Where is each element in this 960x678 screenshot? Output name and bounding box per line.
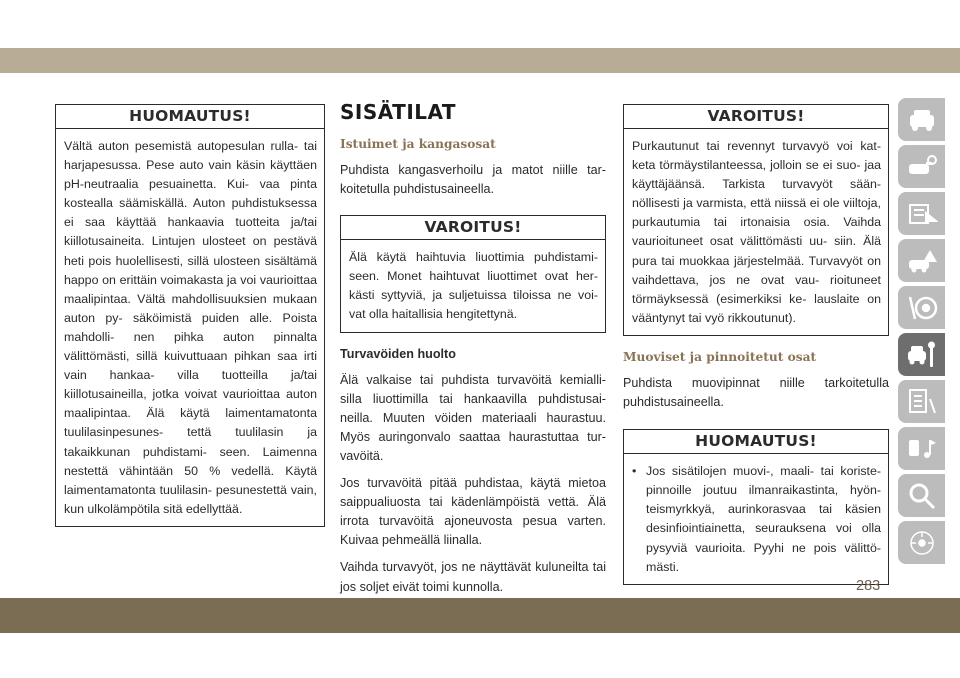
subtitle-seats: Istuimet ja kangasosat bbox=[340, 137, 496, 151]
notice-bullet: • Jos sisätilojen muovi-, maali- tai koriste- pinnoille joutuu ilmanraikastinta, hyön- teismyrkkyä, aurinkorasvaa tai käsien desinfiointiainetta, seurauksena voi olla pysyviä vaurioita. Pyyhi ne pois välittö- mästi. bbox=[632, 462, 881, 577]
right-column bbox=[623, 104, 889, 585]
notice-box bbox=[55, 104, 325, 527]
tab-service[interactable] bbox=[898, 380, 945, 423]
middle-column bbox=[340, 100, 606, 597]
header-band bbox=[0, 48, 960, 73]
left-column bbox=[55, 104, 325, 527]
tab-warning-lights[interactable] bbox=[898, 192, 945, 235]
page-number: 283 bbox=[856, 578, 881, 594]
subtitle-plastic-parts: Muoviset ja pinnoitetut osat bbox=[623, 349, 817, 364]
car-key-icon bbox=[906, 152, 938, 182]
subhead-seatbelt-care: Turvavöiden huolto bbox=[340, 346, 456, 361]
tab-assistance[interactable] bbox=[898, 474, 945, 517]
paragraph: Puhdista muovipinnat niille tarkoitetulla puhdistusaineella. bbox=[623, 375, 889, 410]
paragraph: Vaihda turvavyöt, jos ne näyttävät kuluneilta tai jos soljet eivät toimi kunnolla. bbox=[340, 560, 606, 594]
magnifier-icon bbox=[906, 481, 938, 511]
section-title: SISÄTILAT bbox=[340, 100, 457, 124]
tab-index[interactable] bbox=[898, 521, 945, 564]
paragraph: Puhdista kangasverhoilu ja matot niille tar- koitetulla puhdistusaineella. bbox=[340, 163, 606, 197]
notice-list bbox=[632, 462, 881, 577]
multimedia-icon bbox=[906, 434, 938, 464]
notice-text: Vältä auton pesemistä autopesulan rulla- tai harjapesussa. Pese auto vain käsin käyttäen pH-neutraalia pesuainetta. Kui- vaa pinta kostealla säämiskällä. Auton puhdistuksessa ei saa käyttää hankaavia tuotteita ja/tai kiillotusaineita. Lintujen ulosteet on pestävä heti pois huolellisesti, sillä ulosteen sisältämä happo on erittäin voimakasta ja voi vaurioittaa maalipintaa. Vältä mahdollisuuksien mukaan auton py- säköimistä puiden alle. Poista mahdolli- nen pihka auton pinnalta välittömästi, sillä kuivuttuaan pihkan saa irti vain hankaa- villa tuotteilla ja/tai kiillotusaineilla, jotka voivat vaurioittaa auton maalipintaa. Älä käytä laimentamatonta tuulilasinpesunes- tettä tuulilasin ja takaikkunan puhdistami- seen. Laimenna nestettä vähintään 50 % vedellä. Käytä laimentamatonta tuulilasin- pesunestettä vain, kun ulkolämpötila sitä edellyttää. bbox=[64, 139, 317, 516]
tab-keys[interactable] bbox=[898, 145, 945, 188]
tab-driving[interactable] bbox=[898, 286, 945, 329]
warning-text: Purkautunut tai revennyt turvavyö voi kat- keta törmäystilanteessa, jolloin se ei suo- jaa käyttäjäänsä. Tarkista turvavyöt sään- nöllisesti ja varmista, että niissä ei ole viiltoja, purkautumia tai irtonaisia osia. Vaihda vaurioituneet osat välittömästi uu- siin. Älä pura tai muokkaa järjestelmää. Turvavyöt on vaihdettava, jos ne ovat vau- rioituneet törmäyksessä (esimerkiksi ke- lauslaite on vääntynyt tai vyö rikkoutunut). bbox=[632, 139, 881, 325]
tab-dashboard[interactable] bbox=[898, 98, 945, 141]
notice-body bbox=[624, 454, 888, 584]
alphabet-index-icon bbox=[906, 528, 938, 558]
tab-multimedia[interactable] bbox=[898, 427, 945, 470]
warning-heading: VAROITUS! bbox=[624, 105, 888, 129]
paragraph: Jos turvavöitä pitää puhdistaa, käytä mietoa saippualiuosta tai kädenlämpöistä vettä. Älä irrota turvavöitä ajoneuvosta pesua varten. Kuivaa pehmeällä liinalla. bbox=[340, 476, 606, 548]
notice-heading: HUOMAUTUS! bbox=[624, 430, 888, 454]
steering-wheel-icon bbox=[906, 293, 938, 323]
footer-band bbox=[0, 598, 960, 633]
warning-text: Älä käytä haihtuvia liuottimia puhdistami- seen. Monet haihtuvat liuottimet ovat her- kästi syttyviä, ja suljetuissa tiloissa ne voi- vat olla haitallisia hengitettynä. bbox=[349, 250, 598, 322]
warning-heading: VAROITUS! bbox=[341, 216, 605, 240]
car-warning-icon bbox=[906, 246, 938, 276]
warning-light-icon bbox=[906, 199, 938, 229]
warning-box bbox=[623, 104, 889, 336]
paragraph: Älä valkaise tai puhdista turvavöitä kemialli- silla liuottimilla tai hankaavilla puhdistusai- neilla. Muuten vöiden materiaali haurastuu. Myös auringonvalo saattaa haurastuttaa tur- vavöitä. bbox=[340, 372, 606, 463]
chapter-tabs bbox=[898, 98, 945, 568]
notice-heading: HUOMAUTUS! bbox=[56, 105, 324, 129]
car-wrench-icon bbox=[906, 340, 938, 370]
tab-safety[interactable] bbox=[898, 239, 945, 282]
notice-box bbox=[623, 429, 889, 585]
tab-maintenance[interactable] bbox=[898, 333, 945, 376]
car-dashboard-icon bbox=[906, 105, 938, 135]
warning-box bbox=[340, 215, 606, 332]
checklist-wrench-icon bbox=[906, 387, 938, 417]
